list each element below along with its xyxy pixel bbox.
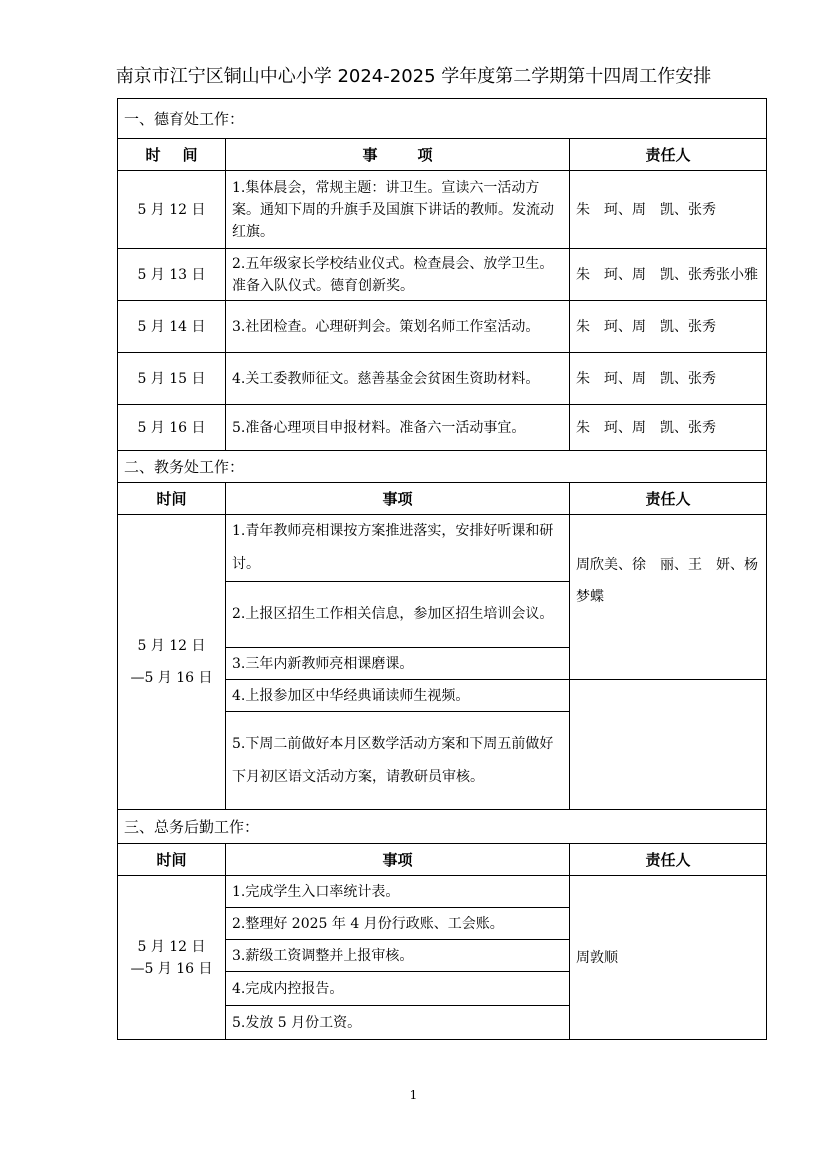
- header-time: 时间: [118, 483, 226, 515]
- row-person: 朱 珂、周 凯、张秀: [570, 171, 767, 249]
- header-item: 事 项: [226, 139, 570, 171]
- row-person: 周欣美、徐 丽、王 妍、杨梦蝶: [570, 515, 767, 680]
- table-row: [118, 249, 767, 301]
- date-end: —5 月 16 日: [130, 960, 213, 977]
- row-date: 5 月 15 日: [118, 353, 226, 405]
- row-person-empty: [570, 680, 767, 810]
- page-number: 1: [409, 1088, 418, 1102]
- row-task: 3.三年内新教师亮相课磨课。: [226, 648, 570, 680]
- section-title-logistics: 三、总务后勤工作：: [118, 810, 767, 844]
- date-start: 5 月 12 日: [137, 638, 206, 654]
- row-date: 5 月 12 日: [118, 171, 226, 249]
- section-title-moral: 一、德育处工作：: [118, 99, 767, 139]
- row-person: 朱 珂、周 凯、张秀: [570, 405, 767, 451]
- row-task: 5.准备心理项目申报材料。准备六一活动事宜。: [226, 405, 570, 451]
- table-row: [118, 171, 767, 249]
- row-person: 朱 珂、周 凯、张秀: [570, 353, 767, 405]
- row-task: 3.社团检查。心理研判会。策划名师工作室活动。: [226, 301, 570, 353]
- row-date: [118, 515, 226, 810]
- header-time: 时间: [118, 844, 226, 876]
- row-date: [118, 876, 226, 1040]
- row-task: 2.整理好 2025 年 4 月份行政账、工会账。: [226, 908, 570, 940]
- table-row: [118, 405, 767, 451]
- row-date: 5 月 14 日: [118, 301, 226, 353]
- row-person: 朱 珂、周 凯、张秀张小雅: [570, 249, 767, 301]
- row-task: 1.青年教师亮相课按方案推进落实，安排好听课和研讨。: [226, 515, 570, 582]
- table-row: [118, 353, 767, 405]
- row-task: 5.下周二前做好本月区数学活动方案和下周五前做好下月初区语文活动方案，请教研员审核。: [226, 712, 570, 810]
- table-row: [118, 301, 767, 353]
- row-task: 5.发放 5 月份工资。: [226, 1006, 570, 1040]
- header-item: 事项: [226, 844, 570, 876]
- header-item: 事项: [226, 483, 570, 515]
- header-person: 责任人: [570, 139, 767, 171]
- row-person: 周敦顺: [570, 876, 767, 1040]
- section-title-academic: 二、教务处工作：: [118, 451, 767, 483]
- schedule-table: [117, 98, 767, 1040]
- row-task: 1.完成学生入口率统计表。: [226, 876, 570, 908]
- date-start: 5 月 12 日: [137, 938, 206, 955]
- row-date: 5 月 13 日: [118, 249, 226, 301]
- date-end: —5 月 16 日: [130, 670, 213, 686]
- page-title: 南京市江宁区铜山中心小学 2024-2025 学年度第二学期第十四周工作安排: [115, 66, 712, 87]
- header-person: 责任人: [570, 844, 767, 876]
- row-task: 2.五年级家长学校结业仪式。检查晨会、放学卫生。准备入队仪式。德育创新奖。: [226, 249, 570, 301]
- row-person: 朱 珂、周 凯、张秀: [570, 301, 767, 353]
- row-task: 3.薪级工资调整并上报审核。: [226, 940, 570, 972]
- table-row: [118, 876, 767, 908]
- header-person: 责任人: [570, 483, 767, 515]
- table-row: [118, 515, 767, 582]
- row-task: 4.上报参加区中华经典诵读师生视频。: [226, 680, 570, 712]
- row-date: 5 月 16 日: [118, 405, 226, 451]
- row-task: 4.完成内控报告。: [226, 972, 570, 1006]
- header-time: 时 间: [118, 139, 226, 171]
- row-task: 4.关工委教师征文。慈善基金会贫困生资助材料。: [226, 353, 570, 405]
- row-task: 2.上报区招生工作相关信息，参加区招生培训会议。: [226, 582, 570, 648]
- row-task: 1.集体晨会，常规主题：讲卫生。宣读六一活动方案。通知下周的升旗手及国旗下讲话的教师。发流动红旗。: [226, 171, 570, 249]
